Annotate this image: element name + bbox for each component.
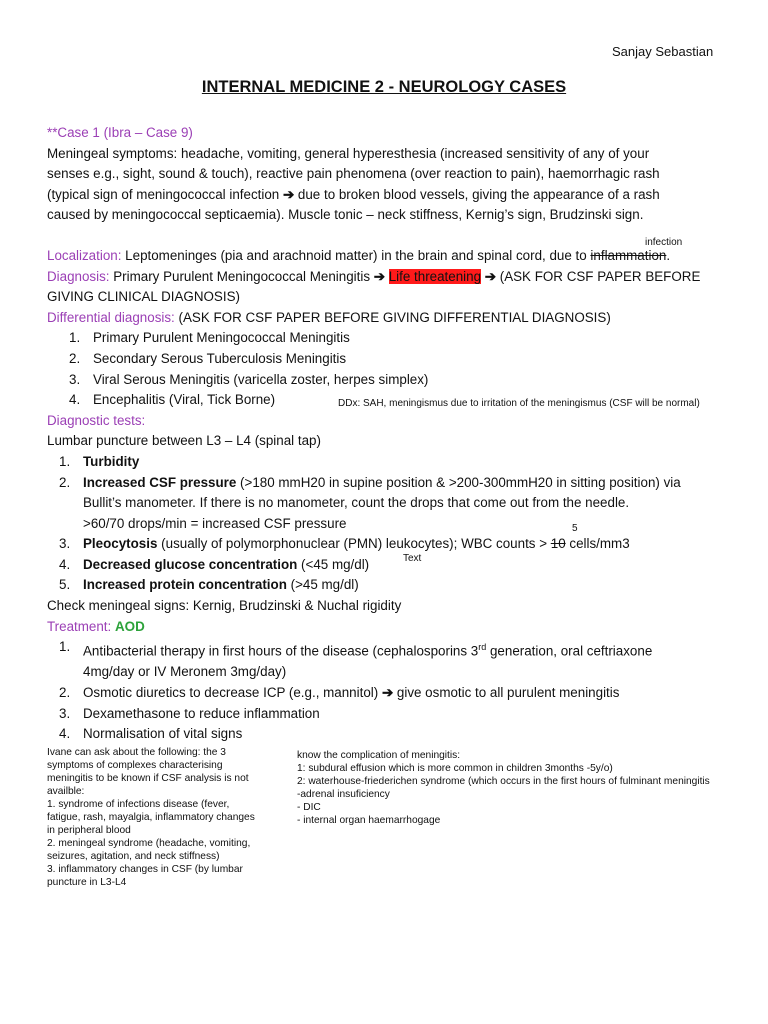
case-section — [47, 123, 727, 745]
list-item: 4. Normalisation of vital signs — [59, 726, 243, 742]
list-item-text: Encephalitis (Viral, Tick Borne) — [93, 392, 276, 408]
arrow-icon: ➔ — [282, 186, 295, 202]
case-heading: **Case 1 (Ibra – Case 9) — [47, 125, 193, 140]
note-line: -adrenal insuficiency — [297, 789, 390, 800]
localization-label: Localization: — [47, 247, 122, 263]
list-item-text: Secondary Serous Tuberculosis Meningitis — [93, 350, 347, 366]
tests-list — [59, 452, 727, 596]
struck-word: inflammation — [590, 247, 667, 263]
insert-infection: infection — [645, 237, 683, 248]
diagnosis-tail: (ASK FOR CSF PAPER BEFORE — [496, 268, 701, 284]
list-item: 1. Turbidity — [59, 453, 140, 469]
diagnosis-line: GIVING CLINICAL DIAGNOSIS) — [47, 289, 240, 305]
test-text: cells/mm3 — [565, 536, 630, 552]
note-line: 2: waterhouse-friederichen syndrome (which occurs in the first hours of fulminant meningitis — [297, 776, 710, 787]
test-label: Increased protein concentration — [83, 577, 287, 593]
treatment-list — [59, 637, 727, 744]
note-line: 1: subdural effusion which is more common in children 3months -5y/o) — [297, 763, 613, 774]
test-label: Turbidity — [83, 453, 140, 469]
list-item: 2. Increased CSF pressure (>180 mmH20 in supine position & >200-300mmH20 in sitting position) via Bullit’s manometer. If there is no manometer, count the drops that come out from the needle. >60/70 drops/min = increased CSF pressure — [59, 474, 681, 531]
list-item-text: Viral Serous Meningitis (varicella zoster, herpes simplex) — [93, 371, 429, 387]
note-line: 1. syndrome of infections disease (fever, — [47, 799, 230, 810]
test-text: Bullit’s manometer. If there is no manometer, count the drops that come out from the needle. — [83, 495, 630, 511]
treatment-aod: AOD — [114, 618, 145, 634]
treat-text: Normalisation of vital signs — [83, 726, 243, 742]
note-line: fatigue, rash, mayalgia, inflammatory changes — [47, 812, 255, 823]
diagnosis-text: Primary Purulent Meningococcal Meningitis — [109, 268, 374, 284]
differential-text: (ASK FOR CSF PAPER BEFORE GIVING DIFFERENTIAL DIAGNOSIS) — [174, 309, 611, 325]
notes-right — [297, 749, 767, 827]
test-text: (>45 mg/dl) — [286, 577, 359, 593]
note-line: meningitis to be known if CSF analysis is not — [47, 773, 249, 784]
note-line: seizures, agitation, and neck stiffness) — [47, 851, 220, 862]
note-line: 2. meningeal syndrome (headache, vomiting, — [47, 838, 251, 849]
symptoms-line: Meningeal symptoms: headache, vomiting, general hyperesthesia (increased sensitivity of any of your — [47, 145, 650, 161]
treat-text: give osmotic to all purulent meningitis — [393, 684, 620, 700]
note-line: symptoms of complexes characterising — [47, 760, 223, 771]
note-line: Ivane can ask about the following: the 3 — [47, 747, 226, 758]
treat-text: Antibacterial therapy in first hours of the disease (cephalosporins 3 — [83, 643, 479, 659]
list-item: 1. Antibacterial therapy in first hours of the disease (cephalosporins 3rd generation, oral ceftriaxone 4mg/day or IV Meronem 3mg/day) — [59, 639, 653, 680]
test-text: (usually of polymorphonuclear (PMN) leukocytes); WBC counts > — [157, 536, 551, 552]
author-name: Sanjay Sebastian — [612, 44, 714, 59]
list-item: 1. Primary Purulent Meningococcal Meningitis — [69, 330, 350, 346]
superscript: rd — [478, 642, 487, 653]
lumbar-line: Lumbar puncture between L3 – L4 (spinal tap) — [47, 433, 321, 449]
list-item: 4. Decreased glucose concentration (<45 mg/dl) — [59, 556, 370, 572]
list-item: 5. Increased protein concentration (>45 mg/dl) — [59, 577, 359, 593]
text-note: Text — [403, 553, 422, 564]
tests-heading: Diagnostic tests: — [47, 412, 146, 428]
treat-text: Osmotic diuretics to decrease ICP (e.g., mannitol) — [83, 684, 382, 700]
treatment-line — [47, 617, 727, 638]
localization-text: Leptomeninges (pia and arachnoid matter) in the brain and spinal cord, due to — [121, 247, 591, 263]
arrow-icon: ➔ — [484, 268, 497, 284]
test-label: Decreased glucose concentration — [83, 556, 298, 572]
arrow-icon: ➔ — [373, 268, 385, 284]
note-line: - internal organ haemarrhogage — [297, 815, 441, 826]
symptoms-line: senses e.g., sight, sound & touch), reactive pain phenomena (over reaction to pain), haemorrhagic rash — [47, 166, 660, 182]
localization-line — [47, 246, 727, 267]
treat-text: 4mg/day or IV Meronem 3mg/day) — [83, 664, 287, 680]
test-text: >60/70 drops/min = increased CSF pressure — [83, 515, 347, 531]
list-item-text: Primary Purulent Meningococcal Meningitis — [93, 330, 350, 346]
test-label: Increased CSF pressure — [83, 474, 237, 490]
note-line: puncture in L3-L4 — [47, 877, 127, 888]
test-label: Pleocytosis — [83, 536, 158, 552]
symptoms-line: caused by meningococcal septicaemia). Muscle tonic – neck stiffness, Kernig’s sign, Brudzinski sign. — [47, 207, 644, 223]
diagnosis-label: Diagnosis: — [47, 268, 110, 284]
arrow-icon: ➔ — [381, 684, 394, 700]
ddx-note: DDx: SAH, meningismus due to irritation of the meningismus (CSF will be normal) — [338, 398, 700, 409]
list-item: 3. Viral Serous Meningitis (varicella zoster, herpes simplex) — [69, 371, 429, 387]
treatment-label: Treatment: — [47, 618, 112, 634]
insert-five: 5 — [572, 523, 578, 534]
list-item: 4. Encephalitis (Viral, Tick Borne) — [69, 392, 276, 408]
symptoms-line — [47, 185, 727, 206]
list-item: 2. Osmotic diuretics to decrease ICP (e.g., mannitol) ➔ give osmotic to all purulent meningitis — [59, 684, 620, 700]
notes-left — [47, 746, 292, 889]
period: . — [666, 247, 671, 263]
document-title: INTERNAL MEDICINE 2 - NEUROLOGY CASES — [201, 78, 567, 96]
note-line: know the complication of meningitis: — [297, 750, 461, 761]
differential-line — [47, 308, 727, 329]
list-item: 3. Dexamethasone to reduce inflammation — [59, 705, 320, 721]
symptoms-text: (typical sign of meningococcal infection — [47, 186, 283, 202]
test-text: (>180 mmH20 in supine position & >200-300mmH20 in sitting position) via — [236, 474, 681, 490]
note-line: in peripheral blood — [47, 825, 131, 836]
diagnosis-line — [47, 267, 727, 288]
struck-word: 10 — [550, 536, 566, 552]
note-line: - DIC — [297, 802, 321, 813]
treat-text: generation, oral ceftriaxone — [486, 643, 653, 659]
symptoms-text: due to broken blood vessels, giving the appearance of a rash — [294, 186, 660, 202]
note-line: 3. inflammatory changes in CSF (by lumbar — [47, 864, 243, 875]
list-item: 3. Pleocytosis (usually of polymorphonuclear (PMN) leukocytes); WBC counts > 10 cells/mm3 — [59, 536, 630, 552]
test-text: (<45 mg/dl) — [297, 556, 370, 572]
highlight-life-threatening: Life threatening — [388, 268, 482, 284]
treat-text: Dexamethasone to reduce inflammation — [83, 705, 320, 721]
differential-label: Differential diagnosis: — [47, 309, 175, 325]
list-item: 2. Secondary Serous Tuberculosis Meningitis — [69, 350, 347, 366]
meningeal-signs: Check meningeal signs: Kernig, Brudzinski & Nuchal rigidity — [47, 598, 402, 614]
note-line: availble: — [47, 786, 85, 797]
